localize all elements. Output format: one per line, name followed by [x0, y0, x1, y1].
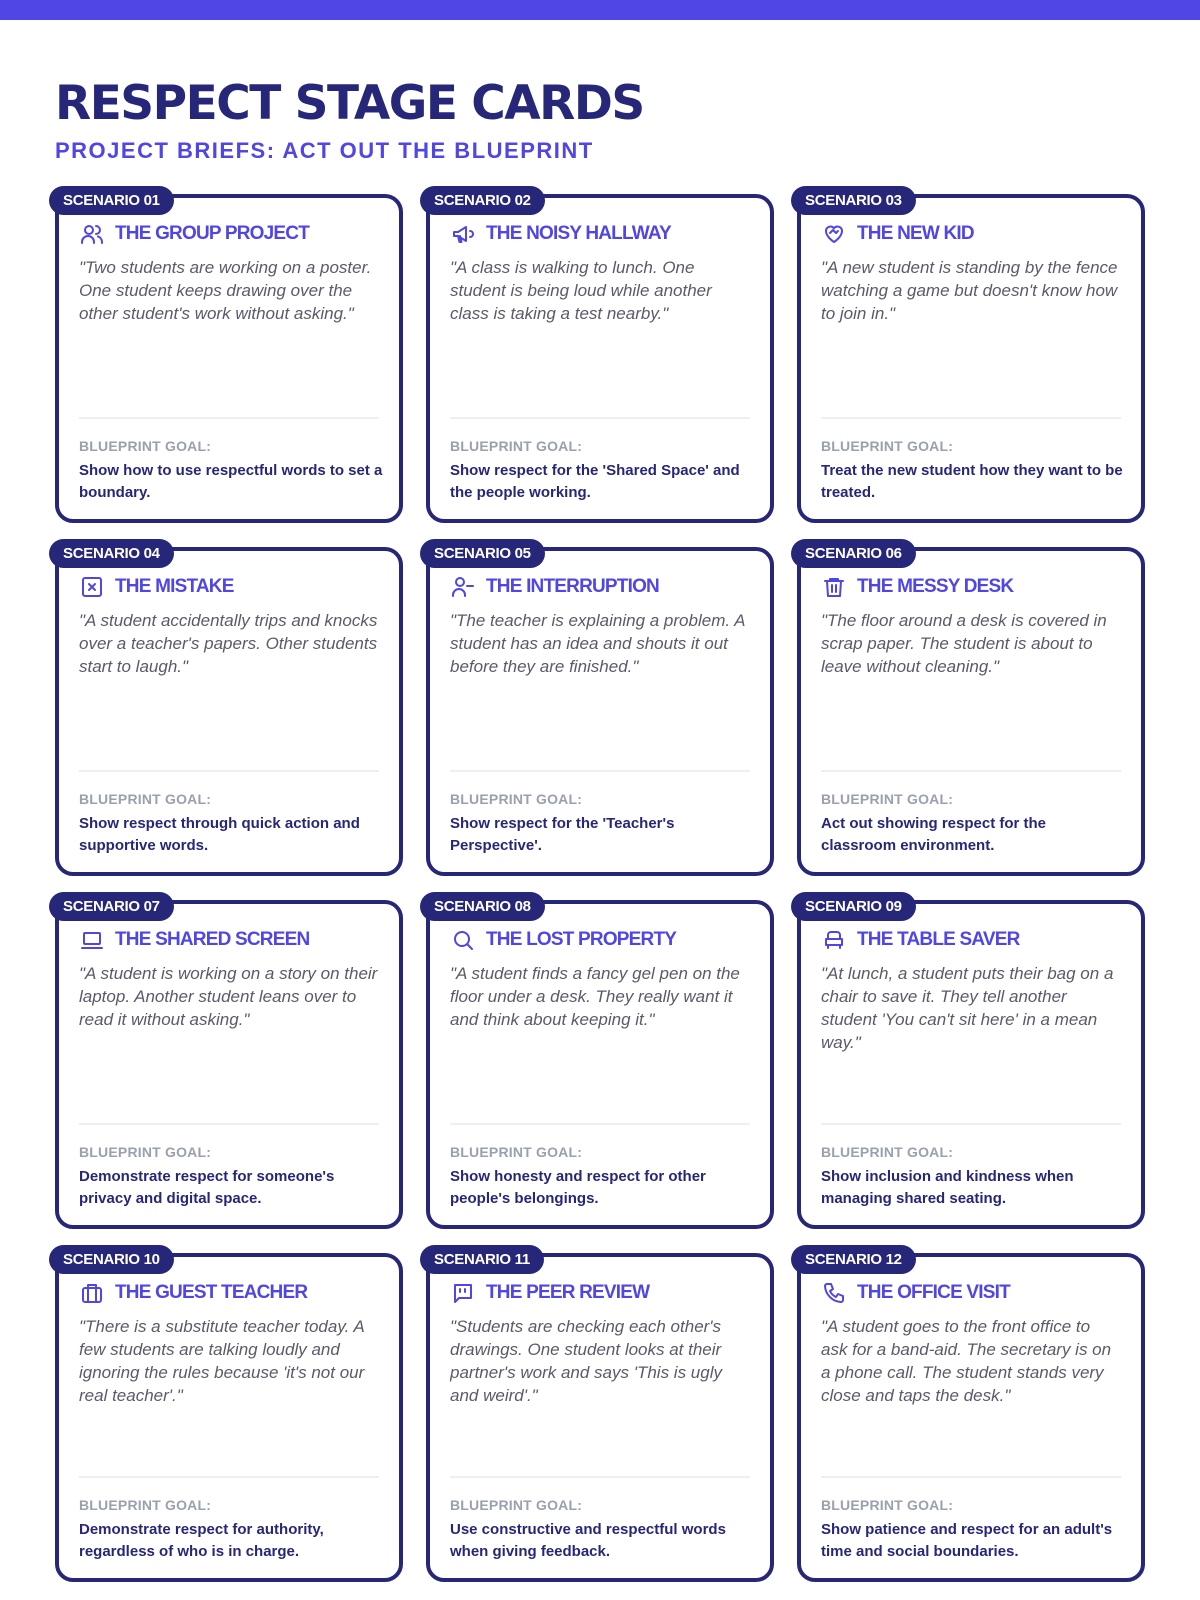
- goal-label: BLUEPRINT GOAL:: [821, 1497, 954, 1513]
- card-title: THE LOST PROPERTY: [486, 929, 677, 950]
- goal-label: BLUEPRINT GOAL:: [79, 1497, 212, 1513]
- scenario-text: "A class is walking to lunch. One student is being loud while another class is taking a test nearby.": [450, 258, 712, 323]
- scenario-text: "There is a substitute teacher today. A few students are talking loudly and ignoring the rules because 'it's not our real teacher'.": [79, 1317, 365, 1405]
- trash-icon: [821, 574, 847, 600]
- scenario-card: [797, 1253, 1145, 1582]
- scenario-card: [55, 1253, 403, 1582]
- divider: [821, 417, 1121, 419]
- scenario-tag: SCENARIO 02: [420, 186, 545, 215]
- scenario-card: [797, 194, 1145, 523]
- goal-text: Show honesty and respect for other people's belongings.: [450, 1168, 706, 1207]
- card-header: [450, 926, 750, 954]
- divider: [821, 1123, 1121, 1125]
- scenario-tag: SCENARIO 03: [791, 186, 916, 215]
- scenario-card: [55, 547, 403, 876]
- card-title: THE NEW KID: [857, 223, 974, 244]
- search-icon: [450, 927, 476, 953]
- scenario-text: "A student goes to the front office to ask for a band-aid. The secretary is on a phone call. The student stands very close and taps the desk.": [821, 1317, 1112, 1405]
- card-header: [79, 220, 379, 248]
- scenario-tag: SCENARIO 07: [49, 892, 174, 921]
- card-title: THE GROUP PROJECT: [115, 223, 310, 244]
- scenario-text: "A student is working on a story on their laptop. Another student leans over to read it without asking.": [79, 964, 378, 1029]
- scenario-text: "The teacher is explaining a problem. A student has an idea and shouts it out before they are finished.": [450, 611, 745, 676]
- divider: [79, 770, 379, 772]
- goal-text: Show inclusion and kindness when managing shared seating.: [821, 1168, 1074, 1207]
- card-title: THE MESSY DESK: [857, 576, 1014, 597]
- card-header: [821, 926, 1121, 954]
- divider: [821, 1476, 1121, 1478]
- card-header: [450, 573, 750, 601]
- briefcase-icon: [79, 1280, 105, 1306]
- scenario-tag: SCENARIO 01: [49, 186, 174, 215]
- divider: [79, 1476, 379, 1478]
- scenario-card: [797, 900, 1145, 1229]
- scenario-tag: SCENARIO 11: [420, 1245, 544, 1274]
- heart-handshake-icon: [821, 221, 847, 247]
- goal-label: BLUEPRINT GOAL:: [450, 791, 583, 807]
- divider: [450, 1123, 750, 1125]
- page-subtitle: PROJECT BRIEFS: ACT OUT THE BLUEPRINT: [55, 138, 594, 163]
- card-header: [79, 573, 379, 601]
- laptop-icon: [79, 927, 105, 953]
- goal-label: BLUEPRINT GOAL:: [821, 1144, 954, 1160]
- armchair-icon: [821, 927, 847, 953]
- x-square-icon: [79, 574, 105, 600]
- goal-text: Show patience and respect for an adult's time and social boundaries.: [821, 1521, 1113, 1560]
- goal-text: Show respect for the 'Teacher's Perspective'.: [450, 815, 675, 854]
- scenario-tag: SCENARIO 10: [49, 1245, 174, 1274]
- scenario-tag: SCENARIO 09: [791, 892, 916, 921]
- page-header: [55, 78, 644, 164]
- scenario-card-grid: [55, 194, 1147, 1582]
- scenario-text: "Students are checking each other's drawings. One student looks at their partner's work and says 'This is ugly and weird'.": [450, 1317, 722, 1405]
- goal-text: Show respect for the 'Shared Space' and the people working.: [450, 462, 740, 501]
- goal-label: BLUEPRINT GOAL:: [79, 791, 212, 807]
- scenario-text: "The floor around a desk is covered in scrap paper. The student is about to leave without cleaning.": [821, 611, 1107, 676]
- card-title: THE MISTAKE: [115, 576, 234, 597]
- card-header: [450, 220, 750, 248]
- goal-label: BLUEPRINT GOAL:: [79, 438, 212, 454]
- card-header: [821, 220, 1121, 248]
- top-accent-bar: [0, 0, 1200, 20]
- scenario-text: "A student finds a fancy gel pen on the floor under a desk. They really want it and think about keeping it.": [450, 964, 740, 1029]
- scenario-text: "A new student is standing by the fence watching a game but doesn't know how to join in.": [821, 258, 1118, 323]
- card-header: [79, 1279, 379, 1307]
- card-header: [450, 1279, 750, 1307]
- card-title: THE GUEST TEACHER: [115, 1282, 308, 1303]
- card-title: THE TABLE SAVER: [857, 929, 1020, 950]
- goal-text: Act out showing respect for the classroom environment.: [821, 815, 1047, 854]
- scenario-card: [426, 194, 774, 523]
- scenario-card: [55, 194, 403, 523]
- divider: [450, 770, 750, 772]
- scenario-card: [55, 900, 403, 1229]
- quote-square-icon: [450, 1280, 476, 1306]
- goal-label: BLUEPRINT GOAL:: [450, 1144, 583, 1160]
- goal-text: Show respect through quick action and supportive words.: [79, 815, 360, 854]
- card-header: [821, 1279, 1121, 1307]
- scenario-card: [426, 1253, 774, 1582]
- divider: [450, 417, 750, 419]
- megaphone-icon: [450, 221, 476, 247]
- scenario-card: [797, 547, 1145, 876]
- users-icon: [79, 221, 105, 247]
- goal-text: Use constructive and respectful words when giving feedback.: [450, 1521, 726, 1560]
- divider: [821, 770, 1121, 772]
- scenario-card: [426, 900, 774, 1229]
- divider: [79, 417, 379, 419]
- goal-text: Demonstrate respect for someone's privacy and digital space.: [79, 1168, 335, 1207]
- goal-text: Demonstrate respect for authority, regardless of who is in charge.: [79, 1521, 324, 1560]
- user-minus-icon: [450, 574, 476, 600]
- goal-label: BLUEPRINT GOAL:: [821, 438, 954, 454]
- scenario-tag: SCENARIO 05: [420, 539, 545, 568]
- goal-label: BLUEPRINT GOAL:: [821, 791, 954, 807]
- divider: [450, 1476, 750, 1478]
- card-title: THE SHARED SCREEN: [115, 929, 310, 950]
- scenario-text: "A student accidentally trips and knocks over a teacher's papers. Other students start to laugh.": [79, 611, 378, 676]
- divider: [79, 1123, 379, 1125]
- goal-label: BLUEPRINT GOAL:: [450, 1497, 583, 1513]
- card-title: THE OFFICE VISIT: [857, 1282, 1010, 1303]
- goal-text: Treat the new student how they want to be treated.: [821, 462, 1123, 501]
- card-title: THE PEER REVIEW: [486, 1282, 650, 1303]
- scenario-text: "Two students are working on a poster. One student keeps drawing over the other student's work without asking.": [79, 258, 372, 323]
- scenario-card: [426, 547, 774, 876]
- goal-label: BLUEPRINT GOAL:: [79, 1144, 212, 1160]
- page-title: RESPECT STAGE CARDS: [55, 76, 644, 131]
- card-header: [821, 573, 1121, 601]
- scenario-tag: SCENARIO 08: [420, 892, 545, 921]
- card-title: THE NOISY HALLWAY: [486, 223, 671, 244]
- goal-text: Show how to use respectful words to set a boundary.: [79, 462, 383, 501]
- scenario-text: "At lunch, a student puts their bag on a chair to save it. They tell another student 'You can't sit here' in a mean way.": [821, 964, 1114, 1052]
- card-title: THE INTERRUPTION: [486, 576, 659, 597]
- goal-label: BLUEPRINT GOAL:: [450, 438, 583, 454]
- scenario-tag: SCENARIO 04: [49, 539, 174, 568]
- card-header: [79, 926, 379, 954]
- scenario-tag: SCENARIO 12: [791, 1245, 916, 1274]
- phone-icon: [821, 1280, 847, 1306]
- scenario-tag: SCENARIO 06: [791, 539, 916, 568]
